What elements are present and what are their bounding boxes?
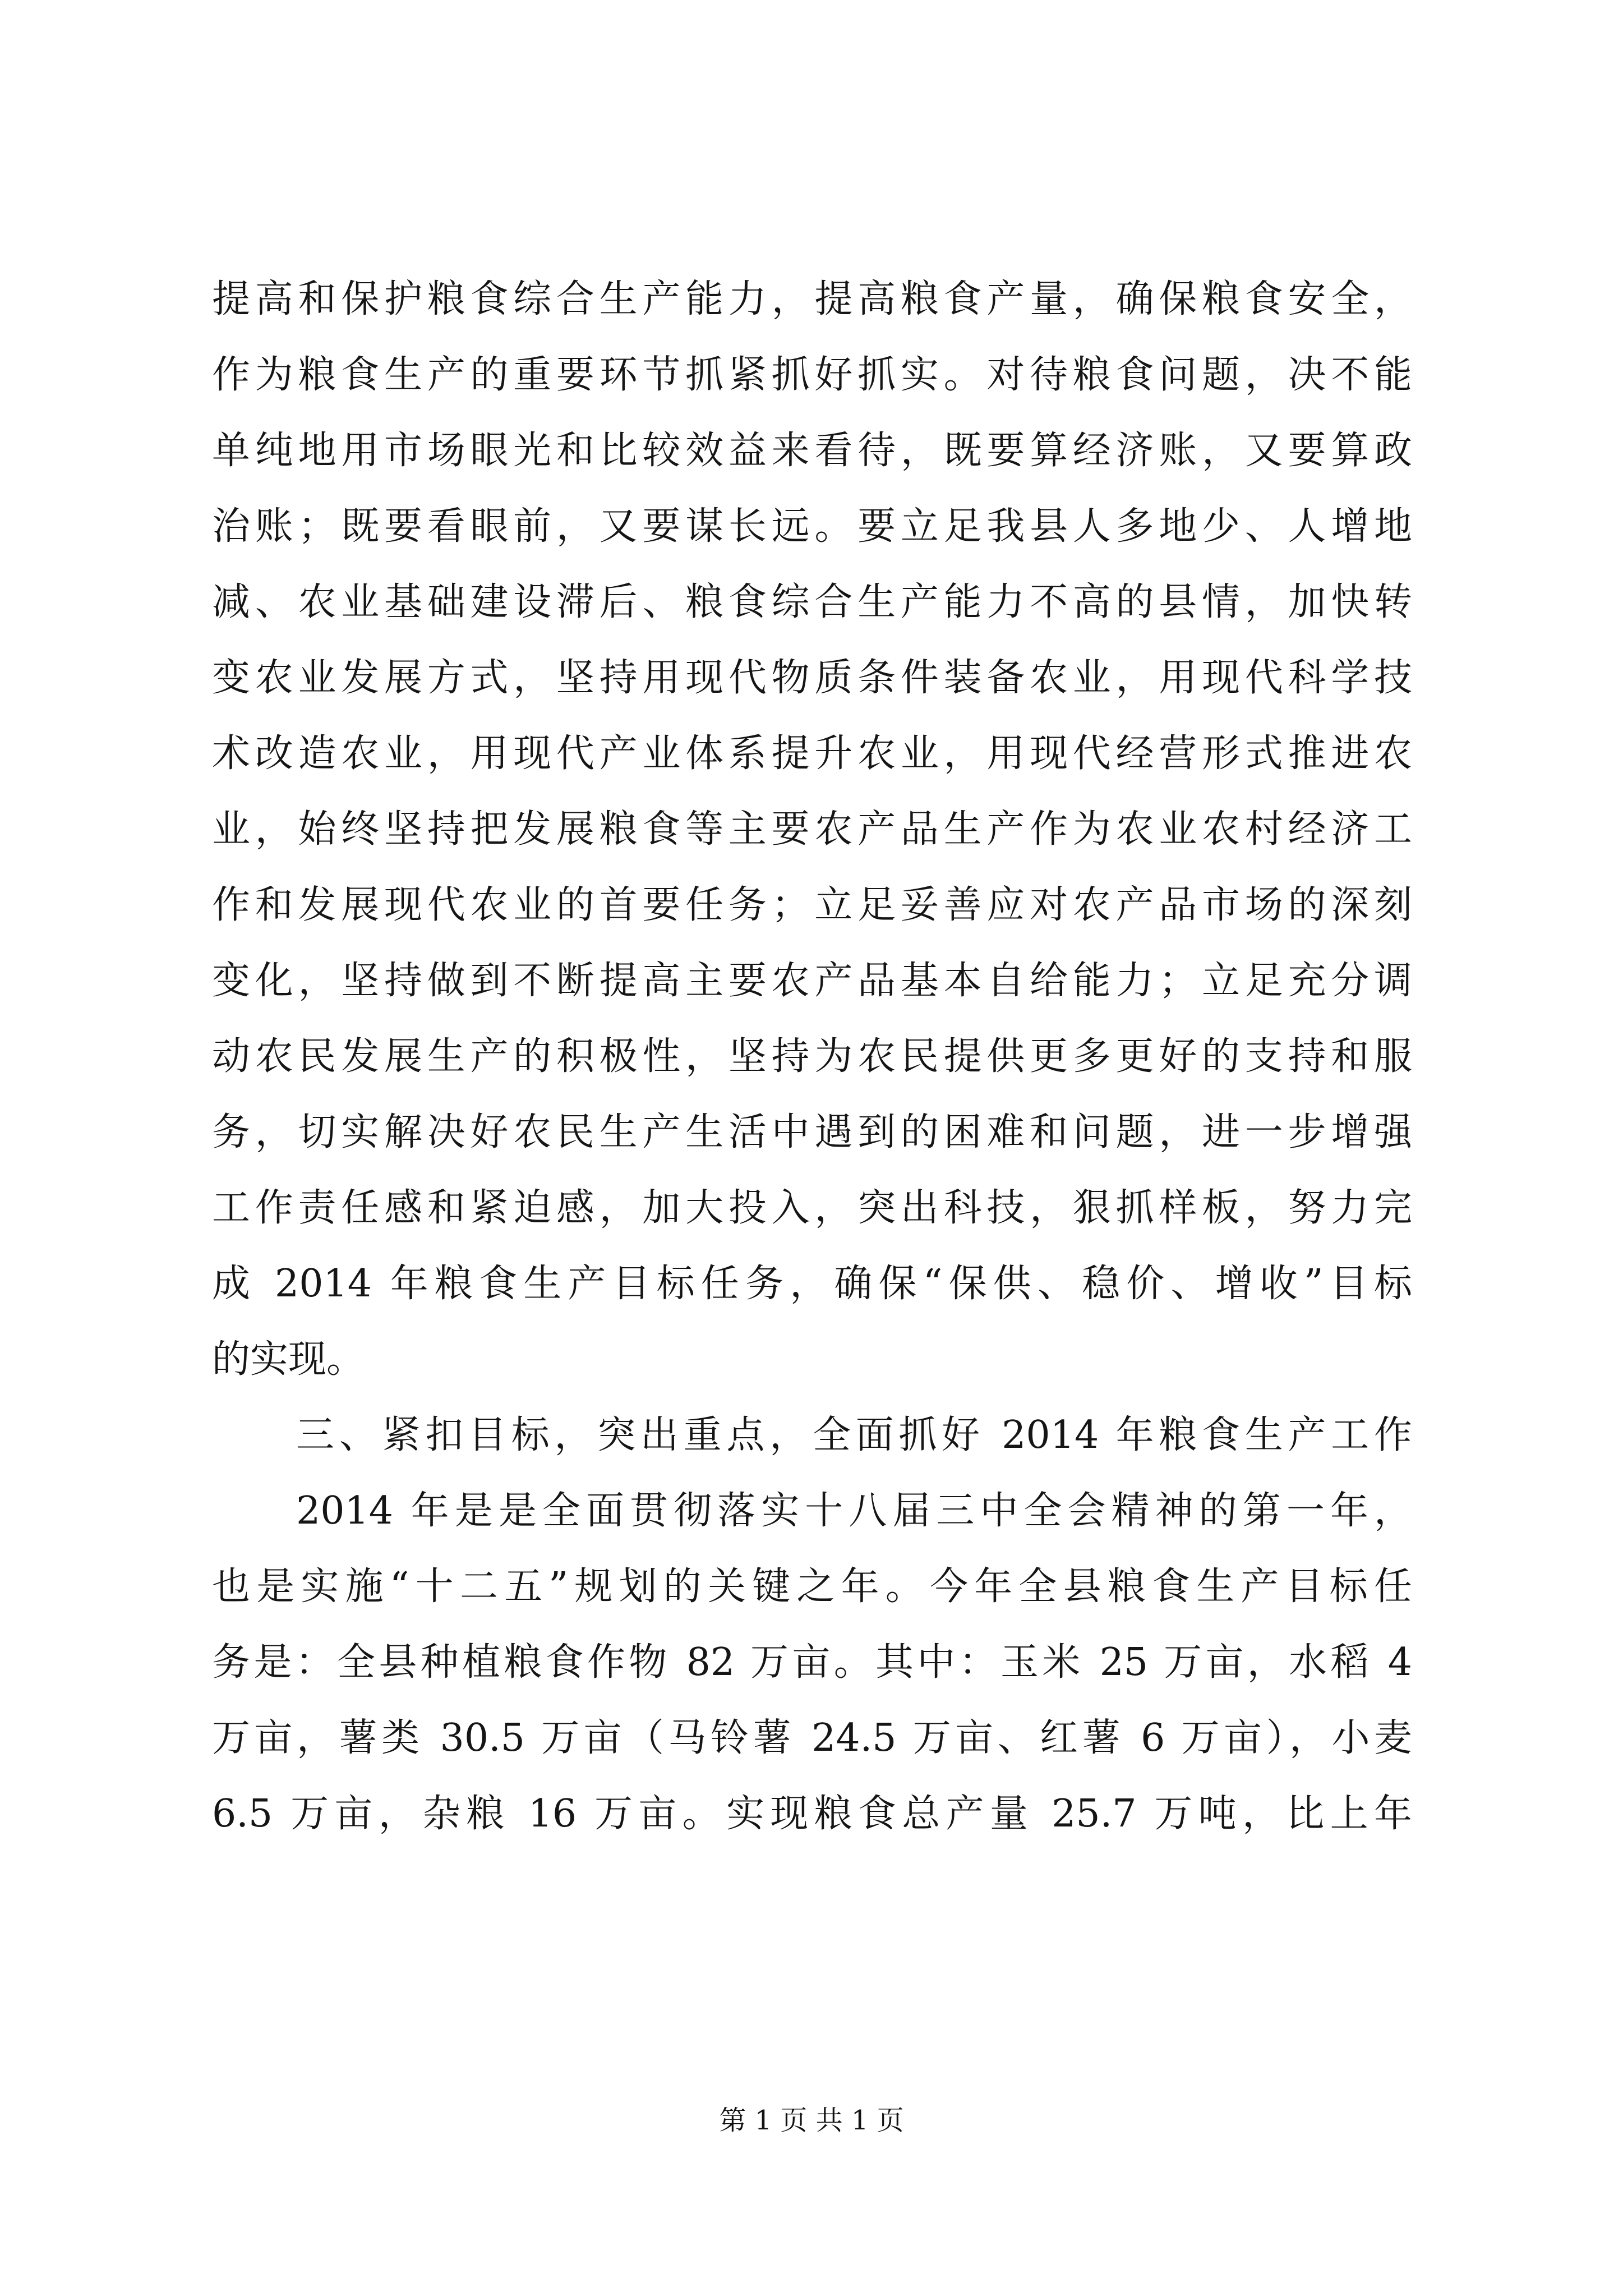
text-line-9: 作和发展现代农业的首要任务；立足妥善应对农产品市场的深刻 [212, 883, 1412, 927]
text-line-14: 成 2014 年粮食生产目标任务，确保“保供、稳价、增收”目标 [212, 1262, 1412, 1306]
text-line-5: 减、农业基础建设滞后、粮食综合生产能力不高的县情，加快转 [212, 580, 1412, 624]
text-line-1: 提高和保护粮食综合生产能力，提高粮食产量，确保粮食安全， [212, 277, 1412, 321]
text-line-8: 业，始终坚持把发展粮食等主要农产品生产作为农业农村经济工 [212, 807, 1412, 852]
text-line-3: 单纯地用市场眼光和比较效益来看待，既要算经济账，又要算政 [212, 429, 1412, 473]
text-line-10: 变化，坚持做到不断提高主要农产品基本自给能力；立足充分调 [212, 959, 1412, 1003]
text-line-11: 动农民发展生产的积极性，坚持为农民提供更多更好的支持和服 [212, 1034, 1412, 1079]
paragraph-line-3: 务是：全县种植粮食作物 82 万亩。其中：玉米 25 万亩，水稻 4 [212, 1640, 1412, 1685]
page-footer: 第 1 页 共 1 页 [719, 2105, 904, 2136]
paragraph-line-2: 也是实施“十二五”规划的关键之年。今年全县粮食生产目标任 [212, 1565, 1412, 1609]
paragraph-line-4: 万亩，薯类 30.5 万亩（马铃薯 24.5 万亩、红薯 6 万亩），小麦 [212, 1716, 1412, 1760]
text-line-2: 作为粮食生产的重要环节抓紧抓好抓实。对待粮食问题，决不能 [212, 353, 1412, 397]
section-heading: 三、紧扣目标，突出重点，全面抓好 2014 年粮食生产工作 [296, 1413, 1412, 1457]
paragraph-line-1: 2014 年是是全面贯彻落实十八届三中全会精神的第一年， [296, 1489, 1412, 1533]
text-line-6: 变农业发展方式，坚持用现代物质条件装备农业，用现代科学技 [212, 656, 1412, 700]
text-line-15: 的实现。 [212, 1337, 365, 1382]
paragraph-line-5: 6.5 万亩，杂粮 16 万亩。实现粮食总产量 25.7 万吨，比上年 [212, 1792, 1412, 1836]
text-line-4: 治账；既要看眼前，又要谋长远。要立足我县人多地少、人增地 [212, 504, 1412, 549]
text-line-7: 术改造农业，用现代产业体系提升农业，用现代经营形式推进农 [212, 731, 1412, 776]
text-line-12: 务，切实解决好农民生产生活中遇到的困难和问题，进一步增强 [212, 1110, 1412, 1154]
text-line-13: 工作责任感和紧迫感，加大投入，突出科技，狠抓样板，努力完 [212, 1186, 1412, 1230]
